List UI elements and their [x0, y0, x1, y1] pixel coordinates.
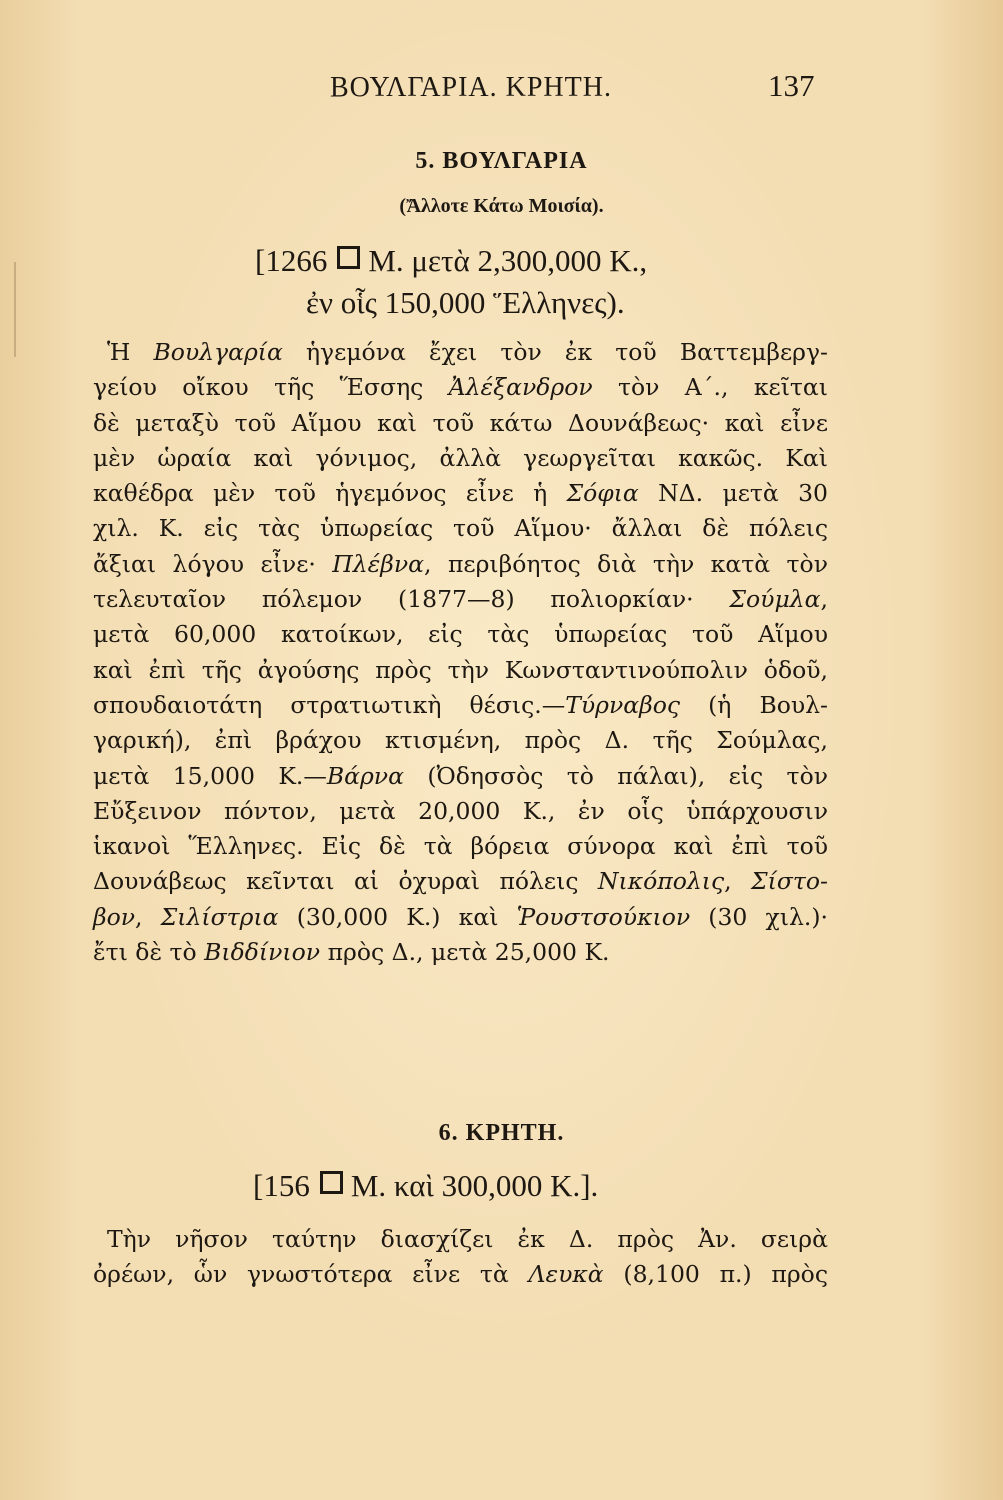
place-name: Σούμλα	[729, 585, 821, 614]
text-span: Τὴν νῆσον ταύτην διασχίζει ἐκ Δ. πρὸς Ἀν. σειρὰ	[107, 1225, 828, 1253]
text-span: ὀρέων, ὧν γνωστότερα εἶνε τὰ	[93, 1260, 529, 1289]
text-span: (8,100 π.) πρὸς	[603, 1260, 828, 1289]
text-span: καὶ ἐπὶ τῆς ἀγούσης πρὸς τὴν Κωνσταντινούπολιν ὁδοῦ,	[93, 655, 828, 684]
text-span: χιλ. Κ. εἰς τὰς ὑπωρείας τοῦ Αἵμου· ἄλλαι δὲ πόλεις	[93, 514, 828, 543]
text-span: Ἡ	[107, 338, 154, 366]
text-line	[93, 688, 828, 723]
section-5-paragraph	[93, 335, 828, 970]
text-line	[93, 547, 828, 582]
square-miles-icon	[337, 246, 360, 269]
text-line	[93, 935, 828, 970]
text-line	[93, 370, 828, 405]
section-6-paragraph	[93, 1222, 828, 1293]
text-span: , περιβόητος διὰ τὴν κατὰ τὸν	[424, 549, 828, 578]
page-number: 137	[768, 68, 815, 103]
area-value: [1266	[255, 243, 328, 278]
text-line	[93, 335, 828, 370]
place-name: Σίστο-	[751, 867, 828, 896]
text-line	[93, 900, 828, 935]
text-span: δὲ μεταξὺ τοῦ Αἵμου καὶ τοῦ κάτω Δουνάβεως· καὶ εἶνε	[93, 408, 828, 437]
place-name: Πλέβνα	[332, 549, 425, 578]
text-line	[93, 476, 828, 511]
place-name: Σόφια	[566, 479, 639, 508]
text-span: πρὸς Δ., μετὰ 25,000 Κ.	[320, 938, 610, 967]
text-line	[93, 759, 828, 794]
text-span: (30 χιλ.)·	[690, 902, 828, 931]
text-line	[93, 406, 828, 441]
text-span: Εὔξεινον πόντον, μετὰ 20,000 Κ., ἐν οἷς ὑπάρχουσιν	[93, 796, 828, 825]
text-line	[93, 441, 828, 476]
place-name: Βάρνα	[326, 761, 404, 790]
text-line	[93, 864, 828, 899]
page-edge-mark	[14, 262, 16, 357]
population-text: Μ. καὶ 300,000 Κ.].	[350, 1168, 599, 1203]
text-span: Δουνάβεως κεῖνται αἱ ὀχυραὶ πόλεις	[93, 867, 598, 896]
place-name: Τύρναβος	[565, 690, 681, 719]
text-span: γείου οἴκου τῆς Ἕσσης	[93, 373, 449, 402]
text-span: καθέδρα μὲν τοῦ ἡγεμόνος εἶνε ἡ	[93, 479, 567, 508]
section-6-stats-line	[253, 1168, 598, 1204]
text-span: μὲν ὡραία καὶ γόνιμος, ἀλλὰ γεωργεῖται κακῶς. Καὶ	[93, 443, 828, 472]
text-span: ἱκανοὶ Ἕλληνες. Εἰς δὲ τὰ βόρεια σύνορα καὶ ἐπὶ τοῦ	[93, 832, 828, 861]
place-name: Σιλίστρια	[160, 902, 279, 931]
running-head: ΒΟΥΛΓΑΡΙΑ. ΚΡΗΤΗ.	[330, 72, 612, 103]
text-span: ΝΔ. μετὰ 30	[638, 479, 828, 508]
square-miles-icon	[320, 1171, 343, 1194]
text-line	[93, 1257, 828, 1292]
text-span: γαρική), ἐπὶ βράχου κτισμένη, πρὸς Δ. τῆς Σούμλας,	[93, 726, 828, 755]
text-span: (ἡ Βουλ-	[680, 690, 828, 719]
text-span: τὸν Α΄., κεῖται	[592, 373, 828, 402]
text-span: μετὰ 15,000 Κ.—	[93, 761, 327, 790]
text-span: (30,000 Κ.) καὶ	[278, 902, 517, 931]
text-line	[93, 829, 828, 864]
text-line	[93, 582, 828, 617]
place-name: Λευκὰ	[528, 1260, 604, 1289]
text-line	[93, 1222, 828, 1257]
place-name: Ῥουστσούκιον	[516, 902, 691, 931]
text-span: (Ὀδησσὸς τὸ πάλαι), εἰς τὸν	[403, 761, 828, 790]
text-line	[93, 511, 828, 546]
section-5-subtitle: (Ἄλλοτε Κάτω Μοισία).	[399, 195, 604, 217]
text-span: τελευταῖον πόλεμον (1877—8) πολιορκίαν·	[93, 585, 730, 614]
text-span: ,	[724, 867, 752, 896]
text-line	[93, 723, 828, 758]
text-span: σπουδαιοτάτη στρατιωτικὴ θέσις.—	[93, 690, 566, 719]
section-5-title: 5. ΒΟΥΛΓΑΡΙΑ	[415, 148, 588, 174]
text-span: ,	[820, 585, 828, 614]
text-line	[93, 794, 828, 829]
text-line	[93, 653, 828, 688]
text-span: μετὰ 60,000 κατοίκων, εἰς τὰς ὑπωρείας τοῦ Αἵμου	[93, 620, 828, 649]
text-span: ἡγεμόνα ἔχει τὸν ἐκ τοῦ Βαττεμβεργ-	[282, 338, 828, 366]
population-text: Μ. μετὰ 2,300,000 Κ.,	[368, 243, 648, 278]
place-name: Νικόπολις	[597, 867, 725, 896]
text-line	[93, 617, 828, 652]
text-span: ἔτι δὲ τὸ	[93, 938, 205, 967]
section-5-stats-line-2: ἐν οἷς 150,000 Ἕλληνες).	[306, 285, 625, 320]
place-name: βον	[93, 902, 136, 931]
place-name: Ἀλέξανδρον	[448, 373, 593, 402]
area-value: [156	[253, 1168, 310, 1203]
place-name: Βιδδίνιον	[204, 938, 321, 967]
section-5-stats-line-1	[255, 243, 647, 279]
section-6-title: 6. ΚΡΗΤΗ.	[438, 1120, 565, 1146]
text-span: ἄξιαι λόγου εἶνε·	[93, 549, 333, 578]
place-name: Βουλγαρία	[153, 338, 283, 366]
text-span: ,	[135, 902, 161, 931]
